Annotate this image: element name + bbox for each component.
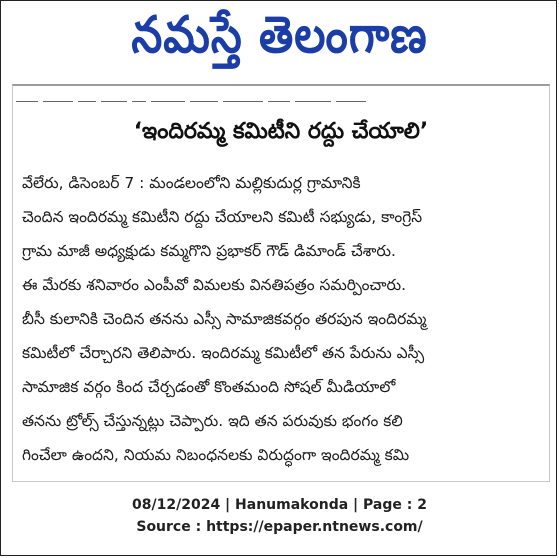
article-line: ఈ మేరకు శనివారం ఎంపీవో విమలకు వినతిపత్రం సమర్పించారు. bbox=[22, 276, 407, 294]
article-line: కమిటీలో చేర్చారని తెలిపారు. ఇందిరమ్మ కమిటీలో తన పేరును ఎస్సీ bbox=[22, 344, 425, 362]
article-line: సామాజిక వర్గం కింద చేర్చడంతో కొంతమంది సోషల్ మీడియాలో bbox=[22, 378, 396, 396]
newspaper-masthead bbox=[0, 4, 559, 72]
article-line: గించేలా ఉందని, నియమ నిబంధనలకు విరుద్ధంగా ఇందిరమ్మ కమి bbox=[22, 446, 410, 464]
article-line: చెందిన ఇందిరమ్మ కమిటీని రద్దు చేయాలని కమిటీ సభ్యుడు, కాంగ్రెస్ bbox=[22, 208, 423, 226]
source-footer bbox=[0, 494, 559, 538]
article-body bbox=[22, 166, 542, 478]
article-line: తనను ట్రోల్స్ చేస్తున్నట్లు చెప్పారు. ఇది తన పరువుకు భంగం కలి bbox=[22, 412, 403, 430]
cropped-text-residue bbox=[16, 92, 406, 102]
edition-info: 08/12/2024 | Hanumakonda | Page : 2 bbox=[132, 497, 427, 513]
article-line: గ్రామ మాజీ అధ్యక్షుడు కమ్మగొని ప్రభాకర్ గౌడ్ డిమాండ్ చేశారు. bbox=[22, 242, 396, 260]
source-link[interactable]: Source : https://epaper.ntnews.com/ bbox=[136, 519, 423, 535]
article-headline: ‘ఇందిరమ్మ కమిటీని రద్దు చేయాలి’ bbox=[133, 119, 429, 144]
article-line: వేలేరు, డిసెంబర్ 7 : మండలంలోని మల్లికుదుర్ల గ్రామానికి bbox=[22, 174, 361, 192]
article-line: బీసీ కులానికి చెందిన తనను ఎస్సీ సామాజికవర్గం తరపున ఇందిరమ్మ bbox=[22, 310, 427, 328]
masthead-title: నమస్తే తెలంగాణ bbox=[131, 6, 428, 65]
article-line bbox=[22, 472, 542, 478]
